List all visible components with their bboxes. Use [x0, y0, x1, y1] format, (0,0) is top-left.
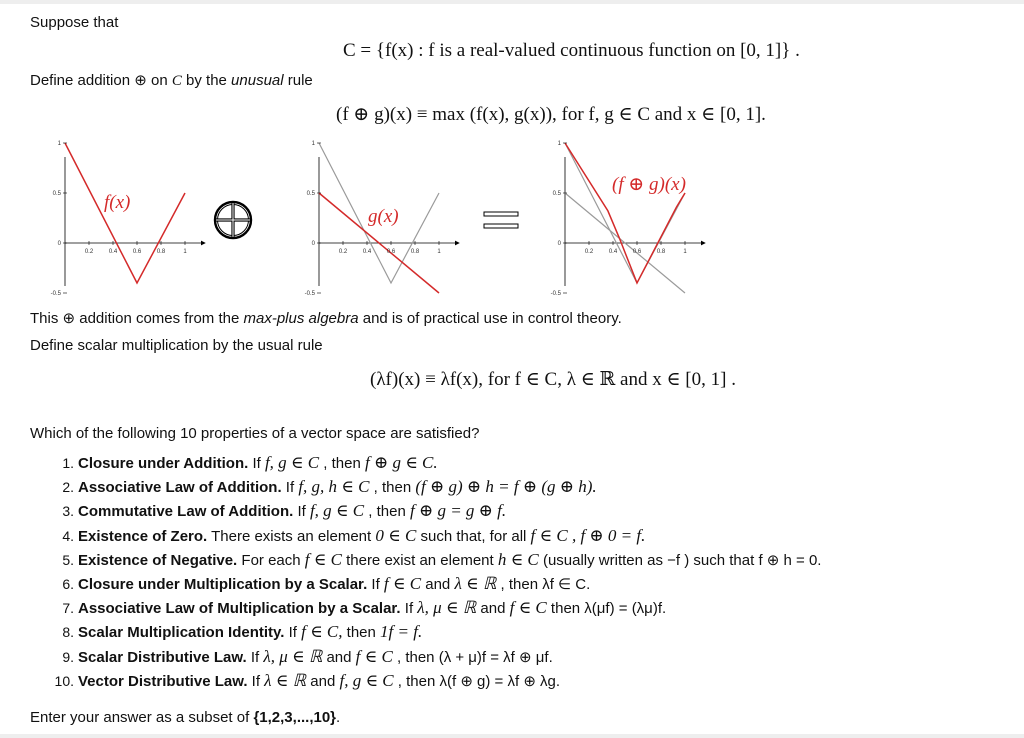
- property-number: 2.: [62, 479, 74, 496]
- y-tick-label: -0.5: [550, 291, 561, 297]
- property-text-2: , then: [319, 455, 365, 472]
- property-item: [46, 525, 821, 549]
- plot-fg-max-curve: [565, 143, 685, 283]
- plot-g: [305, 141, 459, 297]
- property-text-1: If: [281, 479, 299, 497]
- property-name: Associative Law of Addition.: [78, 479, 282, 497]
- scalar-definition: Define scalar multiplication by the usual rule: [30, 337, 323, 354]
- x-tick-label: 0.6: [386, 249, 396, 255]
- y-tick-label: 0.5: [552, 191, 561, 197]
- property-name: Existence of Zero.: [78, 527, 208, 545]
- property-item: [46, 646, 821, 670]
- property-math-1: λ ∈ ℝ: [264, 670, 307, 690]
- x-tick-label: 1: [683, 249, 687, 255]
- x-tick-label: 0.2: [584, 249, 594, 255]
- x-tick-label: 0.6: [132, 249, 142, 255]
- property-item: [46, 597, 821, 621]
- property-text-3: , then λ(f ⊕ g) = λf ⊕ λg.: [393, 672, 561, 690]
- x-tick-label: 0.8: [410, 249, 420, 255]
- property-math-1: f, g ∈ C: [309, 501, 365, 521]
- y-tick-label: -0.5: [50, 291, 61, 297]
- property-text-1: There exists an element: [207, 527, 376, 545]
- properties-list: [46, 452, 821, 694]
- y-tick-label: 1: [57, 141, 61, 147]
- property-item: [46, 621, 821, 645]
- x-tick-label: 0.4: [362, 249, 372, 255]
- property-item: [46, 476, 821, 500]
- property-text-1: If: [284, 624, 302, 642]
- y-tick-label: 1: [557, 141, 561, 147]
- property-name: Vector Distributive Law.: [78, 672, 248, 690]
- property-text-2: and: [322, 648, 356, 666]
- oplus-symbol: [215, 202, 251, 238]
- property-text-1: If: [400, 600, 418, 618]
- y-tick-label: 0: [311, 241, 315, 247]
- property-math-2: f ∈ C: [355, 646, 393, 666]
- property-text-2: and: [421, 575, 455, 593]
- property-text-2: and: [306, 672, 340, 690]
- x-tick-label: 0.8: [156, 249, 166, 255]
- maxplus-pre: This ⊕ addition comes from the: [30, 310, 244, 327]
- x-tick-label: 1: [437, 249, 441, 255]
- property-math-2: f, g ∈ C: [339, 670, 394, 690]
- property-item: [46, 573, 821, 597]
- answer-instruction: [30, 709, 340, 726]
- property-text-1: If: [293, 503, 310, 521]
- answer-post: .: [336, 709, 341, 726]
- question-text: Which of the following 10 properties of a vector space are satisfied?: [30, 425, 480, 442]
- x-tick-label: 0.4: [108, 249, 118, 255]
- addition-formula: (f ⊕ g)(x) ≡ max (f(x), g(x)), for f, g ∈ C and x ∈ [0, 1].: [336, 104, 766, 125]
- property-math-2: 1f = f.: [380, 622, 423, 642]
- property-item: [46, 452, 821, 476]
- plot-fg-label: (f ⊕ g)(x): [612, 174, 686, 195]
- x-tick-label: 0.8: [656, 249, 666, 255]
- property-name: Commutative Law of Addition.: [78, 503, 294, 521]
- property-text-2: , then: [364, 503, 410, 521]
- x-tick-label: 0.6: [632, 249, 642, 255]
- property-item: [46, 549, 821, 573]
- maxplus-post: and is of practical use in control theory.: [358, 310, 622, 327]
- plot-f-curve: [65, 143, 185, 283]
- property-math-2: f ⊕ g ∈ C.: [364, 453, 438, 472]
- property-math-2: (f ⊕ g) ⊕ h = f ⊕ (g ⊕ h).: [415, 477, 597, 497]
- plot-f: [51, 141, 205, 297]
- answer-set: {1,2,3,...,10}: [253, 709, 337, 726]
- property-text-3: then λ(μf) = (λμ)f.: [546, 600, 667, 618]
- equals-symbol: [484, 212, 518, 228]
- property-item: [46, 500, 821, 524]
- property-math-2: λ ∈ ℝ: [454, 573, 497, 593]
- property-math-2: h ∈ C: [497, 549, 539, 569]
- property-text-1: If: [246, 648, 264, 666]
- property-text-3: (usually written as −f ) such that f ⊕ h = 0.: [538, 551, 822, 569]
- property-math-1: f, g ∈ C: [264, 453, 320, 472]
- addition-def-set: C: [171, 73, 182, 89]
- property-name: Scalar Multiplication Identity.: [78, 624, 285, 642]
- maxplus-algebra: max-plus algebra: [243, 310, 359, 327]
- property-math-1: 0 ∈ C: [375, 525, 417, 545]
- property-text-2: and: [476, 600, 510, 618]
- property-text-2: then: [342, 624, 381, 642]
- property-name: Closure under Multiplication by a Scalar.: [78, 575, 368, 593]
- property-text-2: there exist an element: [341, 551, 498, 569]
- property-text-1: If: [367, 575, 384, 593]
- bottom-divider: [0, 734, 1024, 738]
- property-text-1: If: [248, 455, 265, 472]
- y-tick-label: -0.5: [304, 291, 315, 297]
- property-number: 3.: [62, 503, 74, 520]
- property-text-1: If: [247, 672, 265, 690]
- property-math-1: f ∈ C: [383, 573, 422, 593]
- addition-def-by: by the: [181, 72, 232, 89]
- x-tick-label: 0.2: [338, 249, 348, 255]
- property-number: 1.: [62, 455, 74, 471]
- property-math-2: f ⊕ g = g ⊕ f.: [409, 501, 507, 521]
- set-definition: C = {f(x) : f is a real-valued continuous function on [0, 1]} .: [343, 40, 800, 61]
- plot-fg-f-gray-curve: [565, 143, 685, 283]
- scalar-formula: (λf)(x) ≡ λf(x), for f ∈ C, λ ∈ ℝ and x ∈ [0, 1] .: [370, 369, 736, 390]
- plot-g-label: g(x): [368, 206, 399, 227]
- property-number: 4.: [62, 527, 74, 544]
- property-item: [46, 670, 821, 694]
- property-number: 5.: [62, 551, 74, 568]
- x-tick-label: 0.4: [608, 249, 618, 255]
- answer-pre: Enter your answer as a subset of: [30, 709, 254, 726]
- y-tick-label: 0: [557, 241, 561, 247]
- property-number: 6.: [62, 575, 74, 592]
- x-tick-label: 1: [183, 249, 187, 255]
- property-text-3: , then λf ∈ C.: [496, 575, 591, 593]
- plot-fg-ticks: [551, 141, 688, 297]
- property-text-3: , then (λ + μ)f = λf ⊕ μf.: [392, 648, 553, 666]
- property-math-1: λ, μ ∈ ℝ: [417, 598, 477, 618]
- property-name: Closure under Addition.: [78, 455, 249, 472]
- property-name: Associative Law of Multiplication by a Scalar.: [78, 600, 401, 618]
- property-math-1: λ, μ ∈ ℝ: [263, 646, 323, 666]
- property-text-2: , then: [369, 479, 416, 497]
- intro-text: Suppose that: [30, 14, 119, 31]
- plot-f-label: f(x): [104, 192, 131, 213]
- plot-fg: [551, 141, 705, 297]
- property-name: Scalar Distributive Law.: [78, 648, 247, 666]
- maxplus-note: [30, 309, 622, 327]
- y-tick-label: 0.5: [306, 191, 315, 197]
- plot-f-ticks: [51, 141, 188, 297]
- addition-def-rule: rule: [283, 72, 313, 89]
- y-tick-label: 0.5: [52, 191, 61, 197]
- property-text-1: For each: [237, 551, 305, 569]
- property-text-2: such that, for all: [416, 527, 531, 545]
- addition-def-unusual: unusual: [231, 72, 284, 89]
- addition-def-prefix: Define addition ⊕ on: [30, 72, 172, 89]
- property-name: Existence of Negative.: [78, 551, 238, 569]
- property-math-1: f ∈ C: [304, 549, 342, 569]
- property-number: 8.: [62, 624, 74, 641]
- property-math-2: f ∈ C: [509, 598, 547, 618]
- property-math-1: f ∈ C,: [301, 622, 343, 642]
- y-tick-label: 0: [57, 241, 61, 247]
- property-math-1: f, g, h ∈ C: [298, 477, 370, 497]
- property-number: 9.: [62, 648, 74, 665]
- property-math-2: f ∈ C , f ⊕ 0 = f.: [530, 525, 646, 545]
- property-number: 10.: [54, 672, 74, 689]
- x-tick-label: 0.2: [84, 249, 94, 255]
- y-tick-label: 1: [311, 141, 315, 147]
- property-number: 7.: [62, 600, 74, 617]
